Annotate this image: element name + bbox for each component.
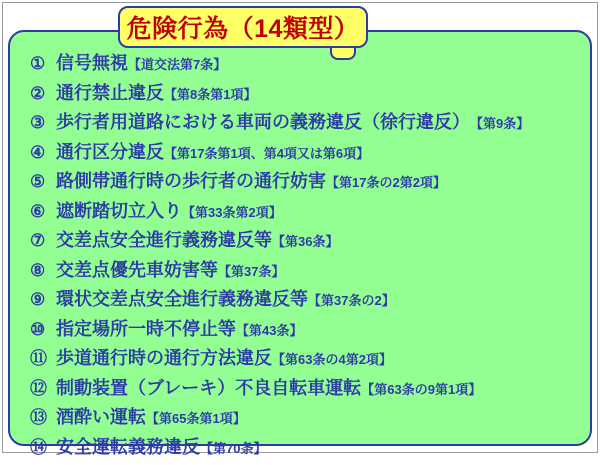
list-item-label: 環状交差点安全進行義務違反等: [56, 289, 308, 309]
list-item-label: 歩行者用道路における車両の義務違反（徐行違反）: [56, 112, 470, 132]
list-item: [30, 52, 580, 76]
list-item-reference: 【第63条の4第2項】: [272, 352, 392, 367]
list-item-label: 安全運転義務違反: [56, 436, 200, 457]
list-item-label: 信号無視: [56, 53, 128, 73]
list-item: [30, 170, 580, 194]
page-title: 危険行為（14類型）: [126, 15, 360, 43]
list-item: [30, 406, 580, 430]
list-item-number: ⑬: [30, 408, 47, 427]
list-item: [30, 82, 580, 106]
list-item-number: ⑫: [30, 378, 47, 398]
list-item-number: ⑭: [30, 437, 47, 457]
list-item-number: ⑪: [30, 349, 47, 368]
list-item-reference: 【第37条の2】: [308, 293, 395, 308]
list-item-number: ⑨: [30, 290, 46, 309]
list-item-reference: 【第43条】: [236, 322, 303, 338]
list-item-number: ⑥: [30, 201, 46, 221]
list-item: [30, 347, 580, 371]
list-item-reference: 【道交法第7条】: [128, 57, 227, 72]
list-item-number: ⑩: [30, 319, 46, 339]
list-item-label: 路側帯通行時の歩行者の通行妨害: [56, 171, 326, 191]
list-item-reference: 【第8条第1項】: [164, 86, 257, 102]
list-item: [30, 141, 580, 165]
list-item-reference: 【第65条第1項】: [146, 411, 246, 426]
list-item: [30, 111, 580, 135]
list-item-label: 歩道通行時の通行方法違反: [56, 348, 272, 368]
list-item: [30, 377, 580, 401]
list-item-number: ②: [30, 83, 46, 103]
danger-acts-panel: [8, 30, 592, 457]
title-banner: [118, 6, 368, 48]
list-item-number: ⑧: [30, 260, 46, 280]
list-item-number: ⑦: [30, 231, 46, 250]
list-item: [30, 288, 580, 312]
list-item-reference: 【第36条】: [272, 234, 339, 249]
danger-acts-list: [30, 52, 580, 465]
list-item-reference: 【第17条の2第2項】: [326, 175, 446, 190]
list-item-reference: 【第17条第1項、第4項又は第6項】: [164, 145, 370, 161]
list-item-number: ⑤: [30, 172, 46, 191]
list-item: [30, 436, 580, 460]
list-item-number: ③: [30, 113, 46, 132]
list-item-reference: 【第70条】: [200, 440, 267, 456]
list-item-number: ①: [30, 54, 46, 73]
list-item-reference: 【第33条第2項】: [182, 204, 282, 220]
list-item-label: 遮断踏切立入り: [56, 200, 182, 221]
list-item-reference: 【第37条】: [218, 263, 285, 279]
list-item-label: 通行禁止違反: [56, 82, 164, 103]
list-item-label: 酒酔い運転: [56, 407, 146, 427]
list-item: [30, 200, 580, 224]
list-item-label: 交差点優先車妨害等: [56, 259, 218, 280]
list-item-label: 制動装置（ブレーキ）不良自転車運転: [56, 377, 362, 398]
list-item: [30, 318, 580, 342]
list-item: [30, 229, 580, 253]
list-item-label: 通行区分違反: [56, 141, 164, 162]
list-item-label: 交差点安全進行義務違反等: [56, 230, 272, 250]
list-item-reference: 【第9条】: [470, 116, 530, 131]
list-item-number: ④: [30, 142, 46, 162]
list-item-reference: 【第63条の9第1項】: [361, 381, 482, 397]
list-item: [30, 259, 580, 283]
list-item-label: 指定場所一時不停止等: [56, 318, 236, 339]
